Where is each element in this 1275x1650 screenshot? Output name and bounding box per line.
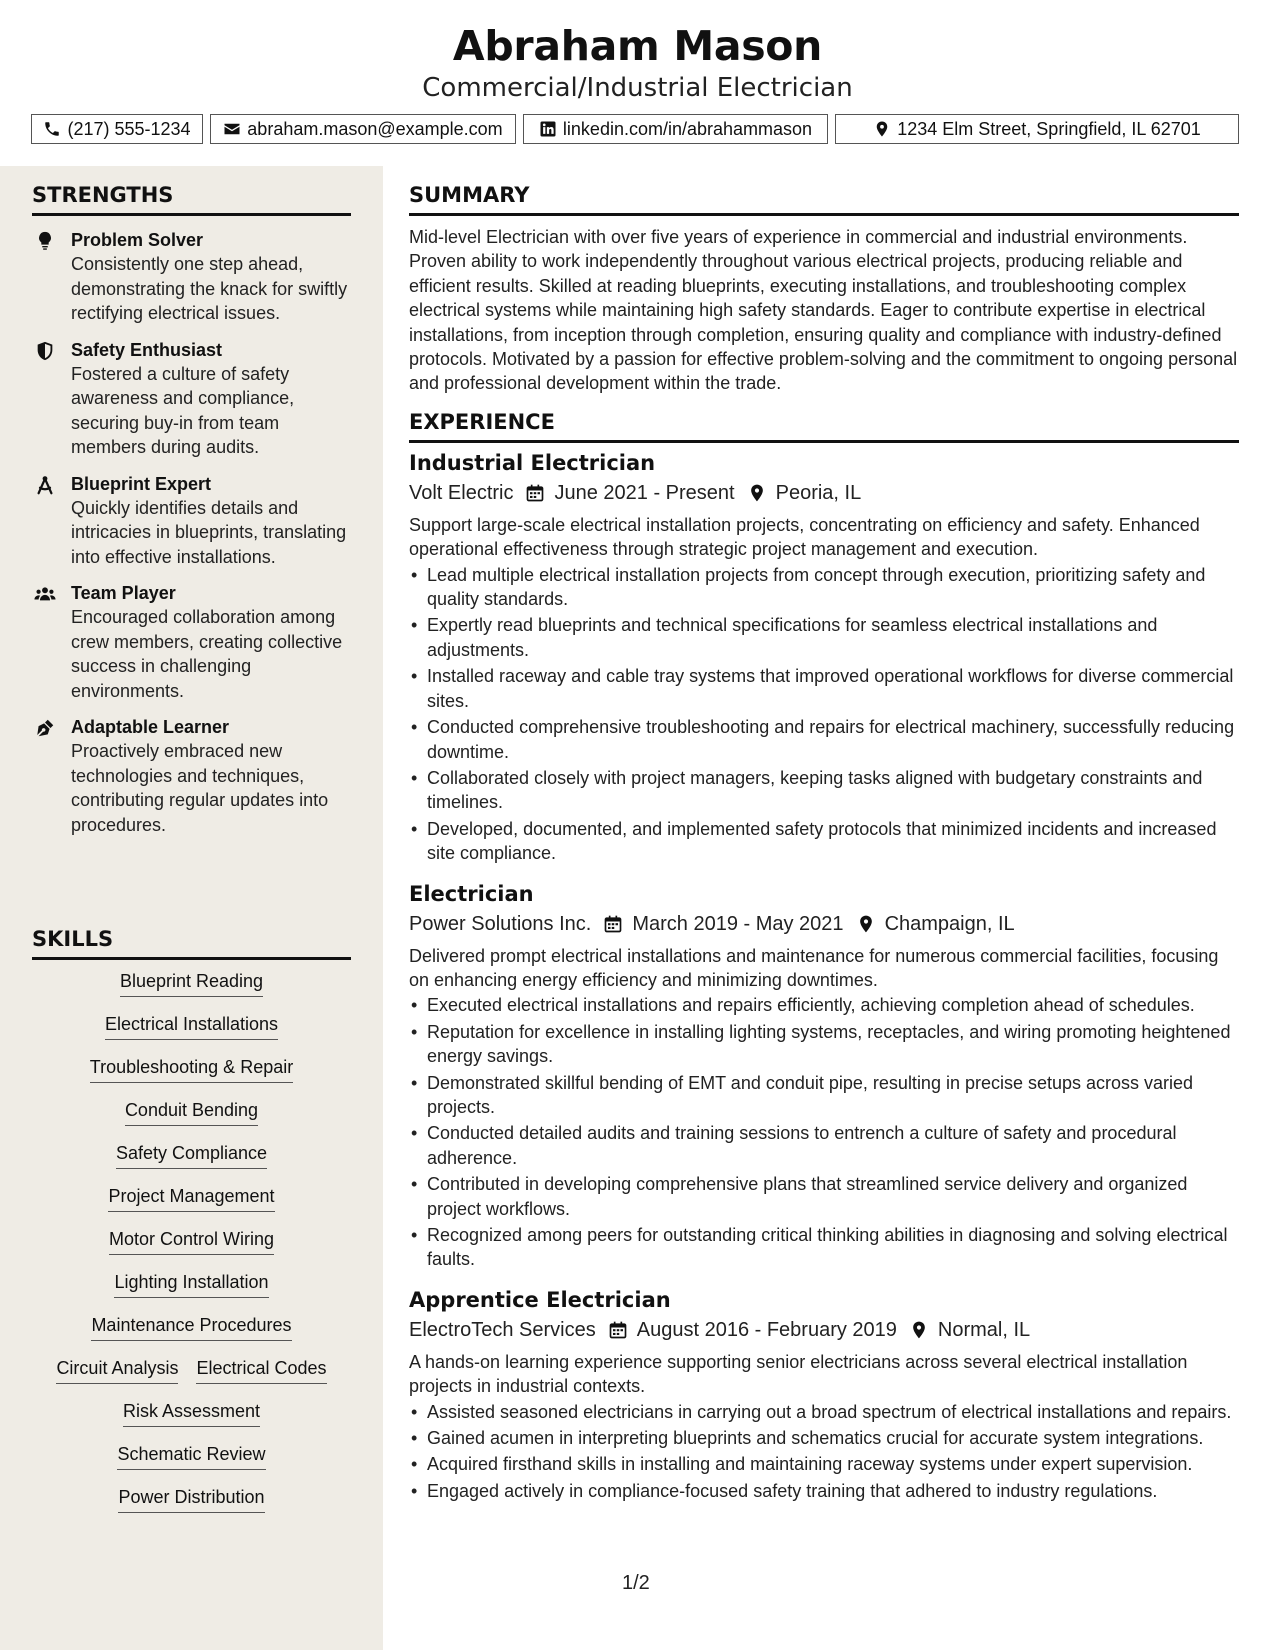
job-dates: March 2019 - May 2021 [632, 912, 844, 935]
job-location: Normal, IL [937, 1318, 1031, 1341]
job-dates: June 2021 - Present [554, 481, 735, 504]
sidebar [0, 166, 383, 1650]
candidate-name: Abraham Mason [452, 22, 823, 70]
location-pin-icon [909, 1320, 929, 1340]
job-bullet: • Acquired firsthand skills in installing and maintaining raceway systems under expert supervision. [409, 1452, 1239, 1476]
strength-desc: Quickly identifies details and intricacies in blueprints, translating into effective installations. [71, 497, 347, 567]
skills-section [32, 927, 351, 1513]
job-bullet: • Expertly read blueprints and technical specifications for seamless electrical installations and adjustments. [409, 613, 1239, 662]
job-bullet: • Gained acumen in interpreting blueprints and schematics crucial for accurate system integrations. [409, 1426, 1239, 1450]
job-bullet: • Installed raceway and cable tray systems that improved operational workflows for diverse commercial sites. [409, 664, 1239, 713]
contact-phone[interactable] [31, 114, 203, 144]
contact-row [31, 114, 1239, 144]
skill-tag: Schematic Review [117, 1443, 265, 1470]
strength-item [32, 228, 351, 326]
job-bullet: • Reputation for excellence in installing lighting systems, receptacles, and wiring promoting heightened energy savings. [409, 1020, 1239, 1069]
skill-tag: Troubleshooting & Repair [90, 1056, 293, 1083]
job-meta [409, 910, 1239, 938]
skills-title: SKILLS [32, 927, 351, 960]
summary-title: SUMMARY [409, 183, 1239, 216]
job-company: Volt Electric [409, 481, 514, 504]
strength-title: Blueprint Expert [71, 473, 212, 494]
skill-tag: Maintenance Procedures [91, 1314, 291, 1341]
shield-icon [34, 340, 56, 362]
skill-tag: Electrical Codes [196, 1357, 326, 1384]
contact-email[interactable] [210, 114, 516, 144]
skill-row [32, 970, 351, 997]
skill-tag: Blueprint Reading [120, 970, 263, 997]
pen-nib-icon [34, 717, 56, 739]
skill-row [32, 1228, 351, 1255]
job-bullets [409, 1400, 1239, 1504]
job-bullet: • Conducted detailed audits and training sessions to entrench a culture of safety and procedural adherence. [409, 1121, 1239, 1170]
skills-list [32, 970, 351, 1513]
strength-desc: Consistently one step ahead, demonstrating the knack for swiftly rectifying electrical issues. [71, 254, 348, 323]
main-content [409, 166, 1239, 1505]
job-bullet: • Assisted seasoned electricians in carrying out a broad spectrum of electrical installations and repairs. [409, 1400, 1239, 1424]
contact-linkedin-text: linkedin.com/in/abrahammason [562, 118, 813, 139]
job-entry [409, 1286, 1239, 1503]
skill-tag: Motor Control Wiring [109, 1228, 274, 1255]
lightbulb-icon [34, 230, 56, 252]
job-bullet: • Contributed in developing comprehensive plans that streamlined service delivery and organized project workflows. [409, 1172, 1239, 1221]
skill-tag: Power Distribution [118, 1486, 264, 1513]
job-description: Support large-scale electrical installation projects, concentrating on efficiency and safety. Enhanced operational effectiveness through strategic project management and execution. [409, 514, 1200, 560]
resume-header [0, 0, 1275, 166]
strength-item [32, 715, 351, 837]
contact-phone-text: (217) 555-1234 [67, 118, 191, 139]
drafting-compass-icon [34, 474, 56, 496]
strengths-title: STRENGTHS [32, 183, 351, 216]
job-description: A hands-on learning experience supporting senior electricians across several electrical installation projects in industrial contexts. [409, 1351, 1188, 1397]
job-dates: August 2016 - February 2019 [636, 1318, 897, 1341]
users-icon [34, 583, 56, 605]
contact-linkedin[interactable] [523, 114, 828, 144]
strength-title: Team Player [71, 583, 176, 603]
skill-row [32, 1486, 351, 1513]
job-bullet: • Executed electrical installations and repairs efficiently, achieving completion ahead of schedules. [409, 993, 1239, 1017]
job-company: ElectroTech Services [409, 1318, 596, 1341]
skill-row [32, 1443, 351, 1470]
strengths-section [32, 183, 351, 837]
contact-address [835, 114, 1239, 144]
experience-title: EXPERIENCE [409, 410, 1239, 443]
page-number: 1/2 [622, 1572, 650, 1594]
job-location: Champaign, IL [884, 912, 1015, 935]
calendar-icon [608, 1320, 628, 1340]
location-pin-icon [856, 914, 876, 934]
strength-item [32, 472, 351, 570]
job-title: Industrial Electrician [409, 450, 656, 475]
strength-item [32, 338, 351, 460]
job-bullet: • Recognized among peers for outstanding critical thinking abilities in diagnosing and solving electrical faults. [409, 1223, 1239, 1272]
strength-desc: Fostered a culture of safety awareness and compliance, securing buy-in from team members during audits. [71, 363, 295, 457]
job-bullet: • Collaborated closely with project managers, keeping tasks aligned with budgetary constraints and timelines. [409, 766, 1239, 815]
skill-row [32, 1099, 351, 1126]
strength-title: Safety Enthusiast [71, 339, 223, 360]
job-bullets [409, 993, 1239, 1271]
skill-tag: Lighting Installation [114, 1271, 268, 1298]
job-bullet: • Lead multiple electrical installation projects from concept through execution, prioritizing safety and quality standards. [409, 563, 1239, 612]
skill-row [32, 1400, 351, 1427]
job-bullets [409, 563, 1239, 866]
envelope-icon [223, 120, 241, 138]
skill-tag: Safety Compliance [116, 1142, 267, 1169]
location-pin-icon [873, 120, 891, 138]
skill-tag: Circuit Analysis [56, 1357, 178, 1384]
job-entry [409, 449, 1239, 866]
job-title: Apprentice Electrician [409, 1287, 671, 1312]
skill-row [32, 1185, 351, 1212]
skill-row [32, 1314, 351, 1341]
skill-tag: Electrical Installations [105, 1013, 278, 1040]
skill-tag: Risk Assessment [123, 1400, 260, 1427]
skill-row [32, 1056, 351, 1083]
skill-row [32, 1142, 351, 1169]
job-bullet: • Developed, documented, and implemented safety protocols that minimized incidents and increased site compliance. [409, 817, 1239, 866]
strength-desc: Proactively embraced new technologies and techniques, contributing regular updates into procedures. [71, 741, 329, 835]
skill-row [32, 1271, 351, 1298]
strength-title: Problem Solver [71, 230, 204, 250]
skill-tag: Conduit Bending [125, 1099, 258, 1126]
job-description: Delivered prompt electrical installations and maintenance for numerous commercial facilities, focusing on enhancing energy efficiency and minimizing downtimes. [409, 945, 1219, 990]
job-bullet: • Demonstrated skillful bending of EMT and conduit pipe, resulting in precise setups across varied projects. [409, 1071, 1239, 1120]
job-meta [409, 479, 1239, 507]
job-bullet: • Engaged actively in compliance-focused safety training that adhered to industry regulations. [409, 1479, 1239, 1503]
job-meta [409, 1316, 1239, 1344]
summary-section [409, 183, 1239, 396]
contact-address-text: 1234 Elm Street, Springfield, IL 62701 [897, 118, 1201, 139]
skill-row [32, 1013, 351, 1040]
location-pin-icon [747, 483, 767, 503]
experience-section [409, 410, 1239, 1503]
job-bullet: • Conducted comprehensive troubleshooting and repairs for electrical machinery, successfully reducing downtime. [409, 715, 1239, 764]
calendar-icon [525, 483, 545, 503]
summary-text: Mid-level Electrician with over five years of experience in commercial and industrial environments. Proven ability to work independently throughout various electrical projects, producing reliable and efficient results. Skilled at reading blueprints, executing installations, and troubleshooting complex electrical systems while maintaining high safety standards. Eager to contribute expertise in electrical installations, from inception through completion, ensuring quality and compliance with industry-defined protocols. Motivated by a passion for effective problem-solving and the commitment to ongoing personal and professional development within the trade. [409, 227, 1238, 394]
linkedin-icon [539, 120, 557, 138]
strength-desc: Encouraged collaboration among crew members, creating collective success in challenging environments. [71, 607, 343, 701]
jobs-list [409, 449, 1239, 1503]
candidate-title: Commercial/Industrial Electrician [422, 73, 853, 103]
job-company: Power Solutions Inc. [409, 912, 592, 935]
job-entry [409, 880, 1239, 1272]
calendar-icon [603, 914, 623, 934]
job-title: Electrician [409, 881, 534, 906]
strength-title: Adaptable Learner [71, 717, 230, 737]
job-location: Peoria, IL [775, 481, 862, 504]
skill-tag: Project Management [108, 1185, 274, 1212]
strength-item [32, 581, 351, 703]
contact-email-text: abraham.mason@example.com [247, 118, 503, 139]
phone-icon [43, 120, 61, 138]
skill-row [32, 1357, 351, 1384]
